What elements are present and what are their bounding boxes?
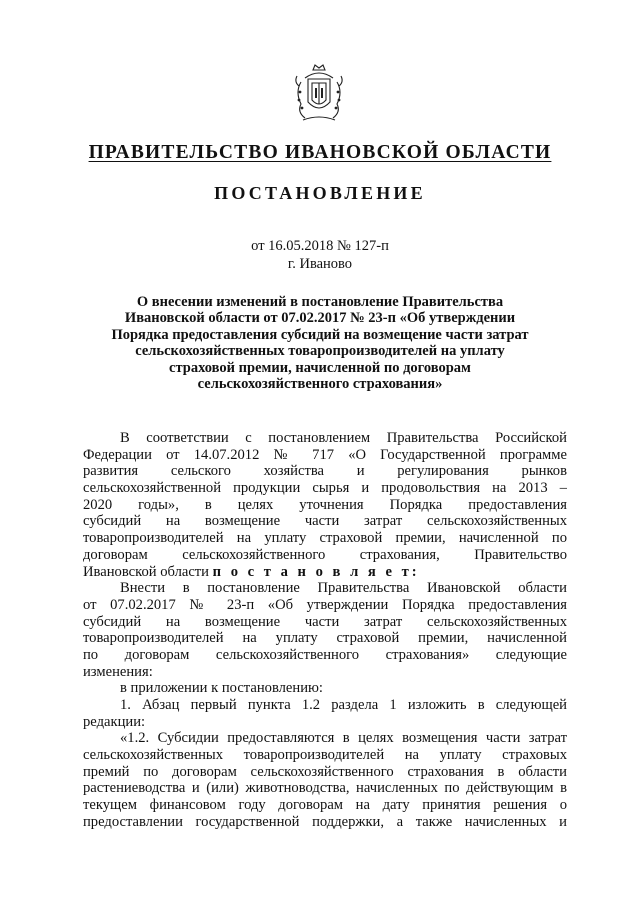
document-heading — [110, 294, 530, 392]
body-line: от 07.02.2017 № 23-п «Об утверждении Порядка предоставления — [83, 596, 567, 613]
body-line: в приложении к постановлению: — [120, 680, 323, 697]
body-line: текущем финансовом году договорам на дату принятия решения о — [83, 797, 567, 814]
body-line: редакции: — [83, 713, 146, 730]
body-line: договорам сельскохозяйственного страхования, Правительство — [83, 546, 567, 563]
body-line: В соответствии с постановлением Правительства Российской — [120, 430, 567, 446]
body-line: 2020 годы», в целях уточнения Порядка предоставления — [83, 496, 567, 513]
body-line-prefix: Ивановской области — [83, 563, 209, 580]
heading-line: Порядка предоставления субсидий на возмещение части затрат — [111, 326, 529, 343]
body-line: субсидий на возмещение части затрат сельскохозяйственных — [83, 513, 567, 530]
body-line: 1. Абзац первый пункта 1.2 раздела 1 изложить в следующей — [120, 697, 567, 713]
body-line: товаропроизводителей на уплату страховой премии, начисленной по — [83, 530, 567, 547]
resolves-word: п о с т а н о в л я е т: — [212, 563, 420, 580]
body-line: премий по договорам сельскохозяйственного страхования в области — [83, 763, 567, 780]
body-line: товаропроизводителей на уплату страховой премии, начисленной — [83, 630, 567, 647]
government-title: ПРАВИТЕЛЬСТВО ИВАНОВСКОЙ ОБЛАСТИ — [88, 142, 552, 163]
body-line: сельскохозяйственной продукции сырья и продовольствия на 2013 – — [83, 480, 567, 497]
body-line: Внести в постановление Правительства Ивановской области — [120, 580, 567, 597]
body-line: субсидий на возмещение части затрат сельскохозяйственных — [83, 613, 567, 630]
coat-of-arms-icon — [291, 62, 347, 124]
heading-line: О внесении изменений в постановление Правительства — [136, 294, 504, 310]
body-line: растениеводства и (или) животноводства, начисленных по действующим в — [83, 780, 567, 797]
document-city: г. Иваново — [287, 256, 353, 272]
body-line: Федерации от 14.07.2012 № 717 «О Государственной программе — [83, 446, 567, 463]
body-line: сельскохозяйственных товаропроизводителей на уплату страховых — [83, 747, 567, 764]
body-line — [83, 564, 567, 581]
body-line: по договорам сельскохозяйственного страхования» следующие — [83, 646, 567, 663]
document-body — [83, 430, 567, 831]
document-type: ПОСТАНОВЛЕНИЕ — [214, 183, 426, 203]
body-line: развития сельского хозяйства и регулирования рынков — [83, 463, 567, 480]
heading-line: страховой премии, начисленной по договорам — [169, 359, 471, 376]
body-line: предоставлении государственной поддержки, а также начисленных и — [83, 813, 567, 830]
heading-line: сельскохозяйственного страхования» — [197, 376, 443, 393]
heading-line: Ивановской области от 07.02.2017 № 23-п «Об утверждении — [124, 310, 516, 327]
body-line: «1.2. Субсидии предоставляются в целях возмещения части затрат — [120, 730, 567, 747]
heading-line: сельскохозяйственных товаропроизводителей на уплату — [135, 343, 505, 360]
body-line: изменения: — [83, 663, 153, 680]
document-date-number: от 16.05.2018 № 127-п — [251, 238, 389, 254]
